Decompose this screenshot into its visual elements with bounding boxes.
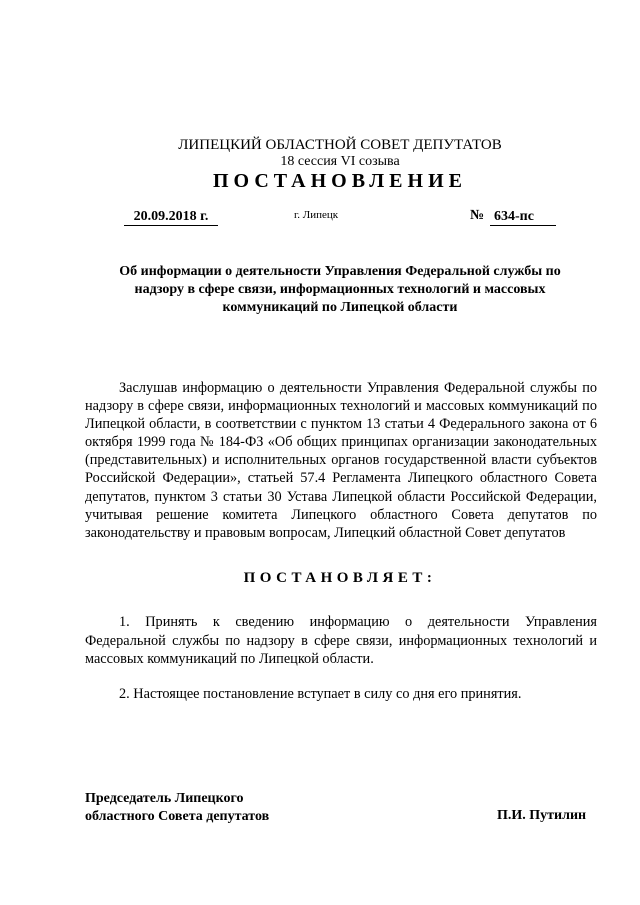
document-type-title: ПОСТАНОВЛЕНИЕ bbox=[213, 170, 467, 192]
preamble-paragraph: Заслушав информацию о деятельности Управления Федеральной службы по надзору в сфере связи, информационных технологий и массовых коммуникаций по Липецкой области, в соответствии с пунктом 13 статьи 4 Федерального закона от 6 октября 1999 года № 184-ФЗ «Об общих принципах организации законодательных (представительных) и исполнительных органов государственной власти субъектов Российской Федерации», статьей 57.4 Регламента Липецкого областного Совета депутатов, пунктом 3 статьи 30 Устава Липецкой области Российской Федерации, учитывая решение комитета Липецкого областного Совета депутатов по законодательству и правовым вопросам, Липецкий областной Совет депутатов bbox=[85, 380, 597, 541]
signatory-title-line: областного Совета депутатов bbox=[85, 809, 270, 824]
number-sign: № bbox=[470, 208, 485, 223]
document-number: 634-пс bbox=[490, 208, 556, 226]
document-subject bbox=[90, 263, 590, 317]
subject-line: Об информации о деятельности Управления Федеральной службы по bbox=[119, 264, 561, 279]
document-date: 20.09.2018 г. bbox=[124, 208, 218, 226]
document-city: г. Липецк bbox=[294, 209, 339, 221]
resolves-heading: ПОСТАНОВЛЯЕТ: bbox=[243, 570, 437, 586]
signatory-name: П.И. Путилин bbox=[497, 808, 587, 823]
subject-line: надзору в сфере связи, информационных технологий и массовых bbox=[134, 282, 546, 297]
signatory-title-line: Председатель Липецкого bbox=[85, 791, 244, 806]
signatory-title bbox=[85, 790, 269, 826]
session-info: 18 сессия VI созыва bbox=[280, 154, 400, 169]
resolution-item-1: 1. Принять к сведению информацию о деятельности Управления Федеральной службы по надзору в сфере связи, информационных технологий и массовых коммуникаций по Липецкой области. bbox=[85, 614, 597, 667]
organization-name: ЛИПЕЦКИЙ ОБЛАСТНОЙ СОВЕТ ДЕПУТАТОВ bbox=[178, 137, 502, 153]
subject-line: коммуникаций по Липецкой области bbox=[222, 300, 458, 315]
resolution-item-2: 2. Настоящее постановление вступает в силу со дня его принятия. bbox=[119, 686, 522, 702]
